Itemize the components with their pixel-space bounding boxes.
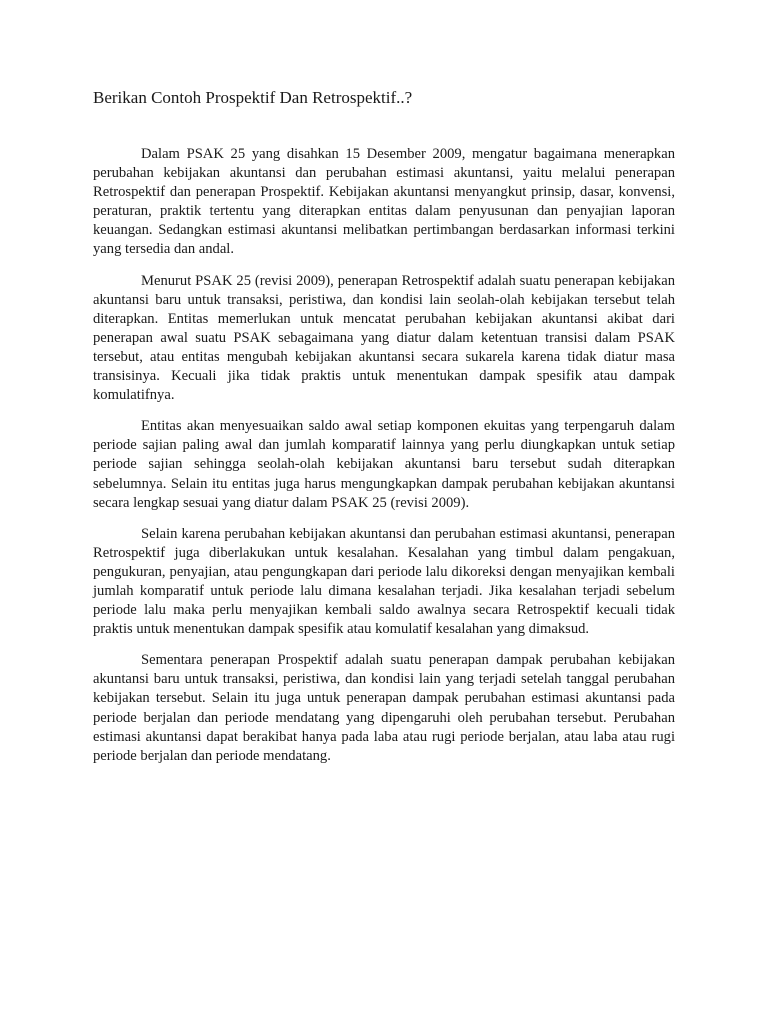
paragraph-3: Entitas akan menyesuaikan saldo awal setiap komponen ekuitas yang terpengaruh dalam periode sajian paling awal dan jumlah komparatif lainnya yang perlu diungkapkan untuk setiap periode sajian sehingga seolah-olah kebijakan akuntansi baru tersebut sudah diterapkan sebelumnya. Selain itu entitas juga harus mengungkapkan dampak perubahan kebijakan akuntansi secara lengkap sesuai yang diatur dalam PSAK 25 (revisi 2009). [93,418,675,511]
paragraph-1: Dalam PSAK 25 yang disahkan 15 Desember 2009, mengatur bagaimana menerapkan perubahan kebijakan akuntansi dan perubahan estimasi akuntansi, yaitu melalui penerapan Retrospektif dan penerapan Prospektif. Kebijakan akuntansi menyangkut prinsip, dasar, konvensi, peraturan, praktik tertentu yang diterapkan entitas dalam penyusunan dan penyajian laporan keuangan. Sedangkan estimasi akuntansi melibatkan pertimbangan berdasarkan informasi terkini yang tersedia dan andal. [93,146,675,258]
paragraph-4: Selain karena perubahan kebijakan akuntansi dan perubahan estimasi akuntansi, penerapan Retrospektif juga diberlakukan untuk kesalahan. Kesalahan yang timbul dalam pengakuan, pengukuran, penyajian, atau pengungkapan dari periode lalu dikoreksi dengan menyajikan kembali jumlah komparatif untuk periode lalu dimana kesalahan terjadi. Jika kesalahan terjadi sebelum periode lalu maka perlu menyajikan kembali saldo awalnya secara Retrospektif kecuali tidak praktis untuk menentukan dampak spesifik atau komulatif kesalahan yang dimaksud. [93,525,675,638]
paragraph-5: Sementara penerapan Prospektif adalah suatu penerapan dampak perubahan kebijakan akuntansi baru untuk transaksi, peristiwa, dan kondisi lain yang terjadi setelah tanggal perubahan kebijakan tersebut. Selain itu juga untuk penerapan dampak perubahan estimasi akuntansi pada periode berjalan dan periode mendatang yang dipengaruhi oleh perubahan tersebut. Perubahan estimasi akuntansi dapat berakibat hanya pada laba atau rugi periode berjalan, atau laba atau rugi periode berjalan dan periode mendatang. [93,652,675,764]
paragraph-2: Menurut PSAK 25 (revisi 2009), penerapan Retrospektif adalah suatu penerapan kebijakan akuntansi baru untuk transaksi, peristiwa, dan kondisi lain seolah-olah kebijakan tersebut telah diterapkan. Entitas memerlukan untuk mencatat perubahan kebijakan akuntansi akibat dari penerapan awal suatu PSAK sebagaimana yang diatur dalam ketentuan transisi dalam PSAK tersebut, atau entitas mengubah kebijakan akuntansi secara sukarela karena tidak diatur masa transisinya. Kecuali jika tidak praktis untuk menentukan dampak spesifik atau dampak komulatifnya. [93,272,675,404]
document-title: Berikan Contoh Prospektif Dan Retrospektif..? [93,88,413,107]
document-body [93,145,675,778]
